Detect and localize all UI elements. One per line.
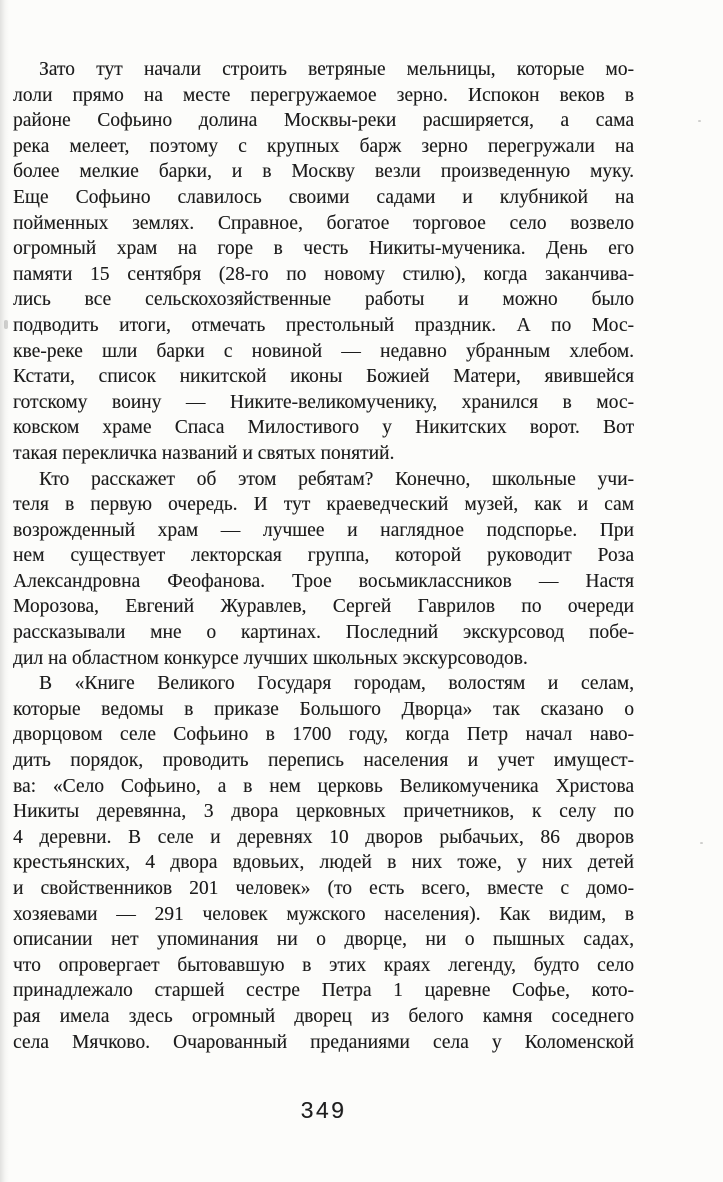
text-line: дворцовом селе Софьино в 1700 году, когда Петр начал наво- (13, 724, 634, 746)
text-line: В «Книге Великого Государя городам, волостям и селам, (39, 673, 634, 695)
text-line: дить порядок, проводить перепись населения и учет имущест- (13, 750, 634, 772)
text-line: Зато тут начали строить ветряные мельницы, которые мо- (39, 59, 634, 80)
text-line: и свойственников 201 человек» (то есть всего, вместе с домо- (13, 878, 634, 899)
text-line: Кто расскажет об этом ребятам? Конечно, школьные учи- (39, 468, 634, 490)
text-line: дил на областном конкурсе лучших школьных экскурсоводов. (13, 647, 528, 669)
text-line: ва: «Село Софьино, а в нем церковь Великомученика Христова (13, 775, 634, 797)
scan-noise-speck (4, 320, 8, 329)
scan-noise-speck (700, 842, 703, 844)
text-line: ковском храме Спаса Милостивого у Никитских ворот. Вот (13, 417, 634, 439)
text-line: села Мячково. Очарованный преданиями села у Коломенской (13, 1031, 634, 1053)
text-line: хозяевами — 291 человек мужского населения). Как видим, в (13, 903, 634, 925)
text-line: Еще Софьино славилось своими садами и клубникой на (13, 186, 634, 208)
text-line: кве-реке шли барки с новиной — недавно убранным хлебом. (13, 340, 634, 362)
text-line: Александровна Феофанова. Трое восьмиклассников — Настя (13, 570, 634, 592)
text-line: которые ведомы в приказе Большого Дворца» так сказано о (13, 698, 634, 720)
text-line: лоли прямо на месте перегружаемое зерно. Испокон веков в (13, 84, 634, 106)
text-line: Морозова, Евгений Журавлев, Сергей Гаврилов по очереди (13, 596, 634, 618)
scan-noise-speck (698, 120, 701, 122)
body-text (13, 57, 634, 1055)
page-number: 349 (300, 1097, 347, 1123)
text-line: возрожденный храм — лучшее и наглядное подспорье. При (13, 519, 634, 541)
text-line: нем существует лекторская группа, которой руководит Роза (13, 545, 634, 567)
text-line: готскому воину — Никите-великомученику, хранился в мос- (13, 391, 634, 413)
text-line: что опровергает бытовавшую в этих краях легенду, будто село (13, 954, 634, 976)
text-line: такая перекличка названий и святых понятий. (13, 442, 395, 464)
text-line: памяти 15 сентября (28-го по новому стилю), когда заканчива- (13, 263, 634, 285)
text-line: крестьянских, 4 двора вдовьих, людей в них тоже, у них детей (13, 852, 634, 874)
text-line: районе Софьино долина Москвы-реки расширяется, а сама (13, 110, 634, 132)
text-line: более мелкие барки, и в Москву везли произведенную муку. (13, 161, 634, 183)
text-line: рассказывали мне о картинах. Последний экскурсовод побе- (13, 622, 634, 644)
text-line: 4 деревни. В селе и деревнях 10 дворов рыбачьих, 86 дворов (13, 826, 634, 848)
text-line: описании нет упоминания ни о дворце, ни о пышных садах, (13, 929, 634, 951)
text-line: лись все сельскохозяйственные работы и можно было (13, 289, 634, 311)
scan-edge-shadow (0, 0, 9, 1182)
text-line: рая имела здесь огромный дворец из белого камня соседнего (13, 1005, 634, 1027)
text-line: река мелеет, поэтому с крупных барж зерно перегружали на (13, 135, 634, 157)
text-line: подводить итоги, отмечать престольный праздник. А по Мос- (13, 314, 634, 336)
text-line: Никиты деревянна, 3 двора церковных причетников, к селу по (13, 801, 634, 823)
text-line: принадлежало старшей сестре Петра 1 царевне Софье, кото- (13, 980, 634, 1002)
text-line: Кстати, список никитской иконы Божией Матери, явившейся (13, 366, 634, 388)
text-line: пойменных землях. Справное, богатое торговое село возвело (13, 212, 634, 234)
text-line: огромный храм на горе в честь Никиты-мученика. День его (13, 238, 634, 260)
text-line: теля в первую очередь. И тут краеведческий музей, как и сам (13, 494, 634, 516)
